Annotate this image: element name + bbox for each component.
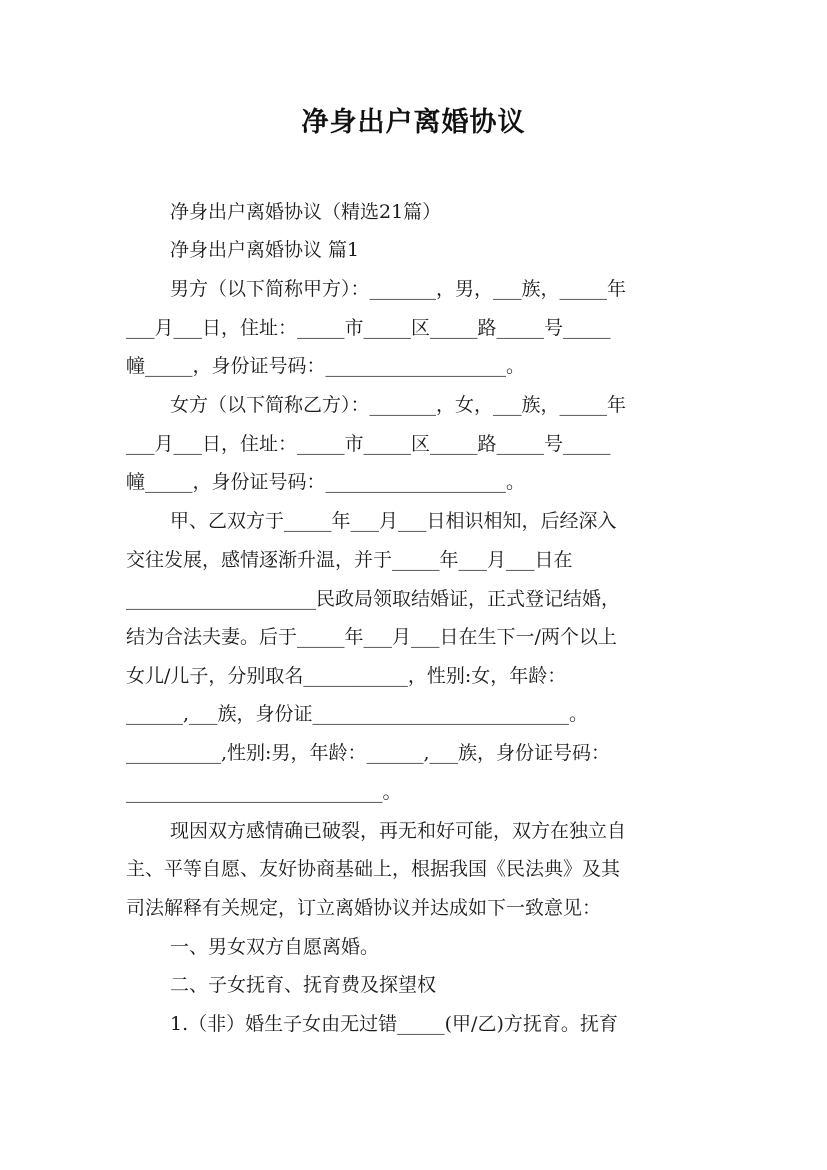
paragraph-line: 甲、乙双方于_____年___月___日相识相知，后经深入 — [170, 510, 617, 532]
party-b-line-2: ___月___日，住址：_____市_____区_____路_____号_____ — [126, 433, 611, 455]
paragraph-line: 现因双方感情确已破裂，再无和好可能，双方在独立自 — [170, 820, 627, 842]
paragraph-line: ___________________________。 — [126, 781, 402, 803]
party-a-line-1: 男方（以下简称甲方）：_______，男，___族，_____年 — [170, 278, 627, 300]
clause-2: 二、子女抚育、抚育费及探望权 — [170, 974, 437, 996]
paragraph-line: ______,___族，身份证___________________________。 — [126, 703, 589, 725]
party-a-line-2: ___月___日，住址：_____市_____区_____路_____号_____ — [126, 317, 611, 339]
clause-1: 一、男女双方自愿离婚。 — [170, 936, 380, 958]
party-a-line-3: 幢_____，身份证号码：___________________。 — [126, 355, 526, 377]
party-b-line-3: 幢_____，身份证号码：___________________。 — [126, 471, 526, 493]
paragraph-line: 女儿/儿子，分别取名___________，性别:女，年龄： — [126, 665, 567, 687]
party-b-line-1: 女方（以下简称乙方）：_______，女，___族，_____年 — [170, 394, 627, 416]
section-heading: 净身出户离婚协议 篇1 — [170, 239, 360, 261]
paragraph-line: 主、平等自愿、友好协商基础上，根据我国《民法典》及其 — [126, 858, 621, 880]
paragraph-line: 交往发展，感情逐渐升温，并于_____年___月___日在 — [126, 549, 573, 571]
paragraph-line: __________,性别:男，年龄：______,___族，身份证号码： — [126, 742, 610, 764]
document-title: 净身出户离婚协议 — [301, 107, 526, 138]
clause-2-item-1: 1.（非）婚生子女由无过错_____(甲/乙)方抚育。抚育 — [170, 1013, 618, 1035]
paragraph-line: 结为合法夫妻。后于_____年___月___日在生下一/两个以上 — [126, 626, 617, 648]
document-subtitle: 净身出户离婚协议（精选21篇） — [170, 201, 442, 223]
paragraph-line: 司法解释有关规定，订立离婚协议并达成如下一致意见： — [126, 897, 602, 919]
paragraph-line: ____________________民政局领取结婚证，正式登记结婚， — [126, 588, 621, 610]
